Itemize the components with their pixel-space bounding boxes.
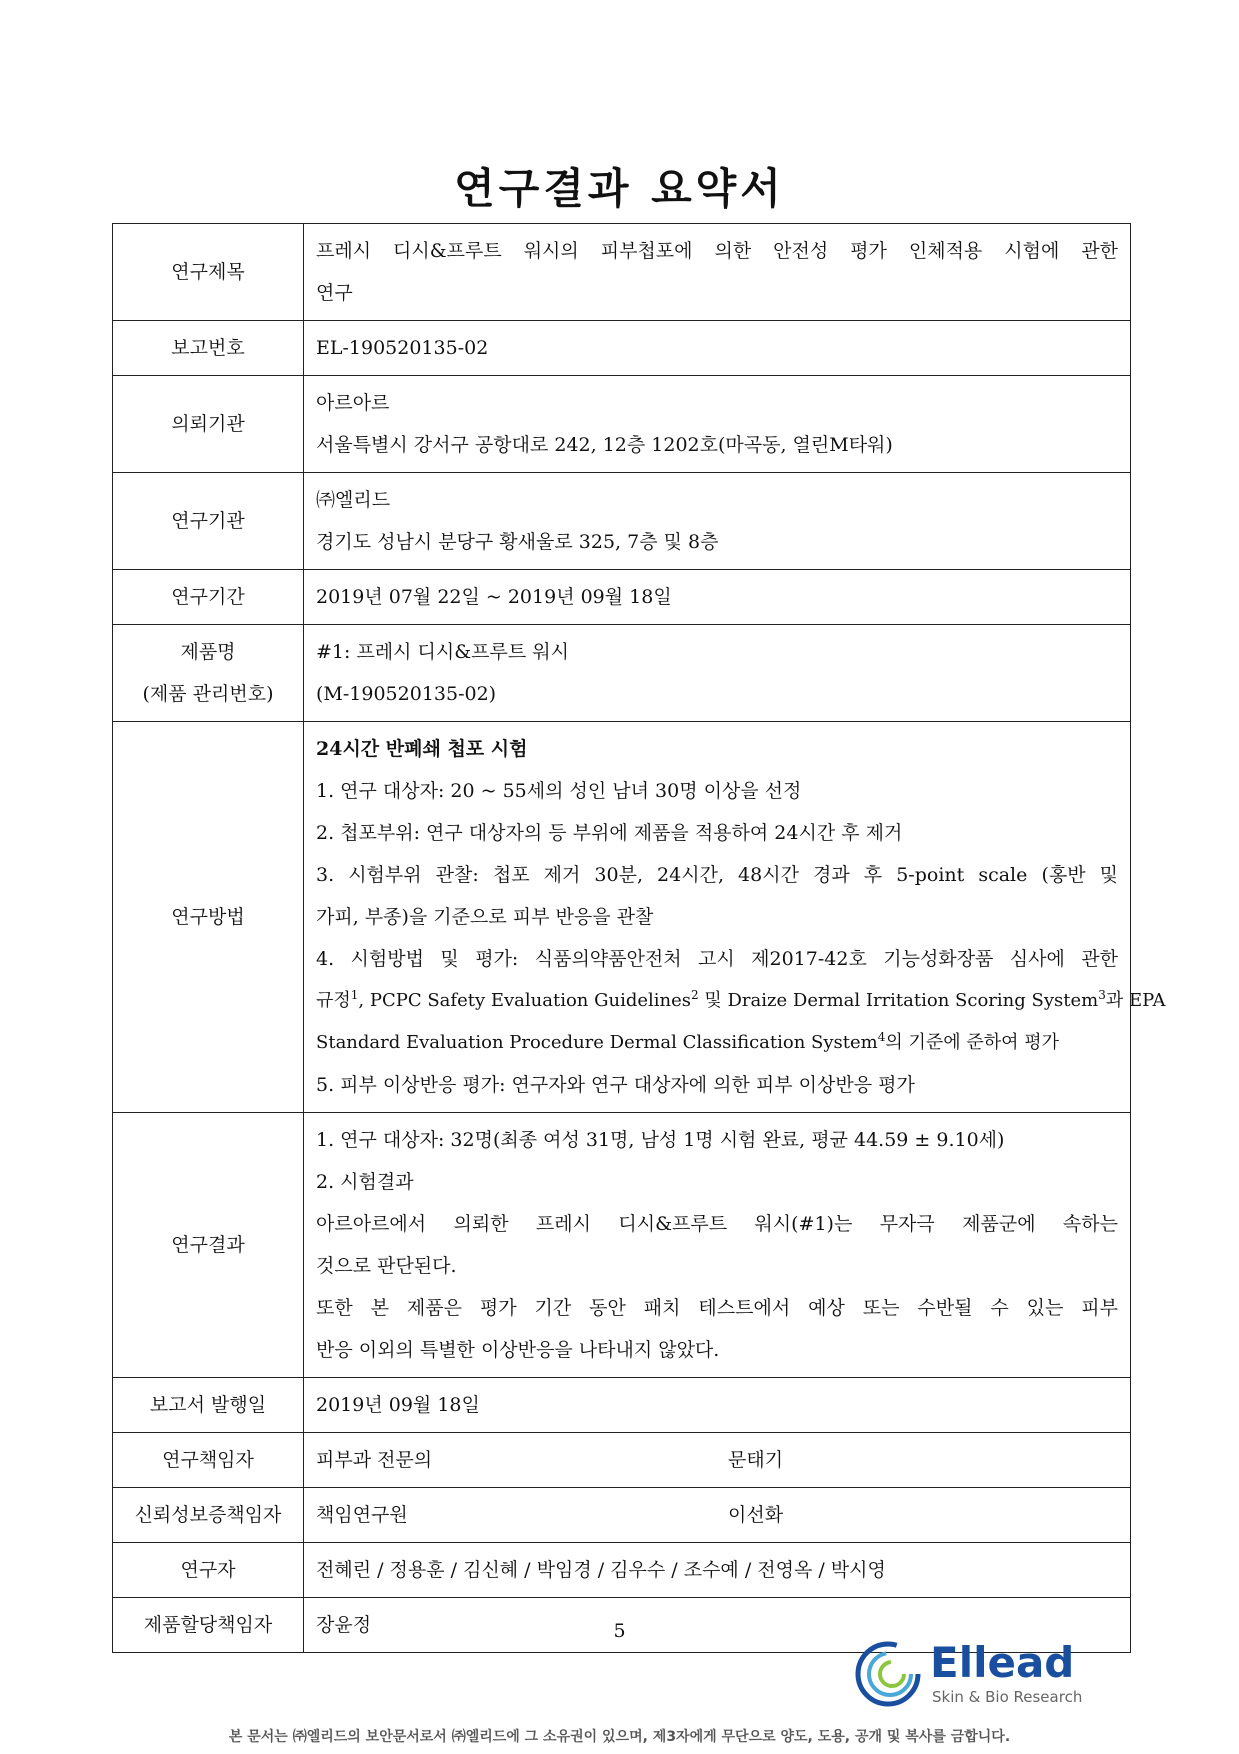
role: 책임연구원 — [316, 1504, 408, 1526]
table-row — [113, 321, 1131, 376]
footer-notice: 본 문서는 ㈜엘리드의 보안문서로서 ㈜엘리드에 그 소유권이 있으며, 제3자에게 무단으로 양도, 도용, 공개 및 복사를 금합니다. — [228, 1729, 1011, 1745]
company-logo — [850, 1638, 1090, 1710]
line: 1. 연구 대상자: 20 ~ 55세의 성인 남녀 30명 이상을 선정 — [316, 780, 802, 802]
line: 2. 시험결과 — [316, 1171, 414, 1193]
table-row — [113, 376, 1131, 473]
table-row — [113, 473, 1131, 570]
line: ㈜엘리드 — [316, 489, 391, 511]
line — [316, 1022, 1118, 1064]
label-issue-date: 보고서 발행일 — [113, 1378, 304, 1433]
footnote-ref: 2 — [691, 988, 699, 1002]
text: 및 Draize Dermal Irritation Scoring System — [698, 990, 1099, 1011]
line: 또한 본 제품은 평가 기간 동안 패치 테스트에서 예상 또는 수반될 수 있는 피부 — [316, 1297, 1118, 1319]
value-study-title — [304, 224, 1131, 321]
table-row — [113, 1433, 1131, 1488]
label-qa: 신뢰성보증책임자 — [113, 1488, 304, 1543]
logo-swirl-icon — [850, 1638, 930, 1710]
label-product — [113, 625, 304, 722]
footnote-ref: 4 — [877, 1030, 886, 1044]
line: 3. 시험부위 관찰: 첩포 제거 30분, 24시간, 48시간 경과 후 5-point scale (홍반 및 — [316, 864, 1118, 886]
table-row — [113, 1488, 1131, 1543]
line: #1: 프레시 디시&프루트 워시 — [316, 641, 569, 663]
line: 반응 이외의 특별한 이상반응을 나타내지 않았다. — [316, 1339, 720, 1361]
table-row — [113, 1543, 1131, 1598]
logo-name: Ellead — [930, 1638, 1075, 1687]
line: 경기도 성남시 분당구 황새울로 325, 7층 및 8층 — [316, 531, 719, 553]
label-institute: 연구기관 — [113, 473, 304, 570]
label-study-title: 연구제목 — [113, 224, 304, 321]
summary-table — [112, 223, 1166, 1653]
label-client: 의뢰기관 — [113, 376, 304, 473]
value-method — [304, 722, 1166, 1113]
line: 것으로 판단된다. — [316, 1255, 457, 1277]
label-product-mgr: 제품할당책임자 — [113, 1598, 304, 1653]
line: 가피, 부종)을 기준으로 피부 반응을 관찰 — [316, 906, 654, 928]
document-title: 연구결과 요약서 — [454, 164, 785, 213]
text: , PCPC Safety Evaluation Guidelines — [358, 990, 692, 1011]
line: 서울특별시 강서구 공항대로 242, 12층 1202호(마곡동, 열린M타워) — [316, 434, 893, 456]
line: 연구 — [316, 282, 353, 304]
value-researchers: 전혜린 / 정용훈 / 김신혜 / 박임경 / 김우수 / 조수예 / 전영옥 / 박시영 — [304, 1543, 1131, 1598]
value-period: 2019년 07월 22일 ~ 2019년 09월 18일 — [304, 570, 1131, 625]
text: 의 기준에 준하여 평가 — [885, 1032, 1060, 1053]
text: 과 EPA — [1105, 990, 1166, 1011]
value-report-no: EL-190520135-02 — [304, 321, 1131, 376]
label-pi: 연구책임자 — [113, 1433, 304, 1488]
value-result — [304, 1113, 1131, 1378]
line: 제품명 — [180, 641, 236, 663]
value-qa — [304, 1488, 1131, 1543]
table-row — [113, 1113, 1131, 1378]
line: 아르아르 — [316, 392, 390, 414]
person-name: 이선화 — [728, 1504, 784, 1526]
line: 프레시 디시&프루트 워시의 피부첩포에 의한 안전성 평가 인체적용 시험에 관한 — [316, 240, 1118, 262]
table-row — [113, 625, 1131, 722]
value-product-mgr: 장윤정 — [304, 1598, 1131, 1653]
label-result: 연구결과 — [113, 1113, 304, 1378]
line: 2. 첩포부위: 연구 대상자의 등 부위에 제품을 적용하여 24시간 후 제거 — [316, 822, 903, 844]
line — [316, 980, 1166, 1022]
method-heading: 24시간 반폐쇄 첩포 시험 — [316, 738, 528, 760]
table-row — [113, 722, 1131, 1113]
page-number: 5 — [613, 1620, 626, 1642]
label-period: 연구기간 — [113, 570, 304, 625]
value-institute — [304, 473, 1131, 570]
person-name: 문태기 — [728, 1449, 784, 1471]
line: (M-190520135-02) — [316, 683, 497, 705]
text: Standard Evaluation Procedure Dermal Classification System — [316, 1032, 878, 1053]
label-researchers: 연구자 — [113, 1543, 304, 1598]
value-pi — [304, 1433, 1131, 1488]
line: 아르아르에서 의뢰한 프레시 디시&프루트 워시(#1)는 무자극 제품군에 속하는 — [316, 1213, 1118, 1235]
table-row — [113, 224, 1131, 321]
logo-tagline: Skin & Bio Research — [932, 1688, 1083, 1706]
value-issue-date: 2019년 09월 18일 — [304, 1378, 1131, 1433]
line: (제품 관리번호) — [142, 683, 274, 705]
table-row — [113, 570, 1131, 625]
label-report-no: 보고번호 — [113, 321, 304, 376]
role: 피부과 전문의 — [316, 1449, 433, 1471]
footnote-ref: 3 — [1098, 988, 1106, 1002]
text: 규정 — [316, 990, 351, 1011]
line: 1. 연구 대상자: 32명(최종 여성 31명, 남성 1명 시험 완료, 평균 44.59 ± 9.10세) — [316, 1129, 1005, 1151]
footnote-ref: 1 — [350, 988, 359, 1002]
value-product — [304, 625, 1131, 722]
table-row — [113, 1378, 1131, 1433]
value-client — [304, 376, 1131, 473]
line: 5. 피부 이상반응 평가: 연구자와 연구 대상자에 의한 피부 이상반응 평가 — [316, 1074, 915, 1096]
line: 4. 시험방법 및 평가: 식품의약품안전처 고시 제2017-42호 기능성화장품 심사에 관한 — [316, 948, 1118, 970]
label-method: 연구방법 — [113, 722, 304, 1113]
